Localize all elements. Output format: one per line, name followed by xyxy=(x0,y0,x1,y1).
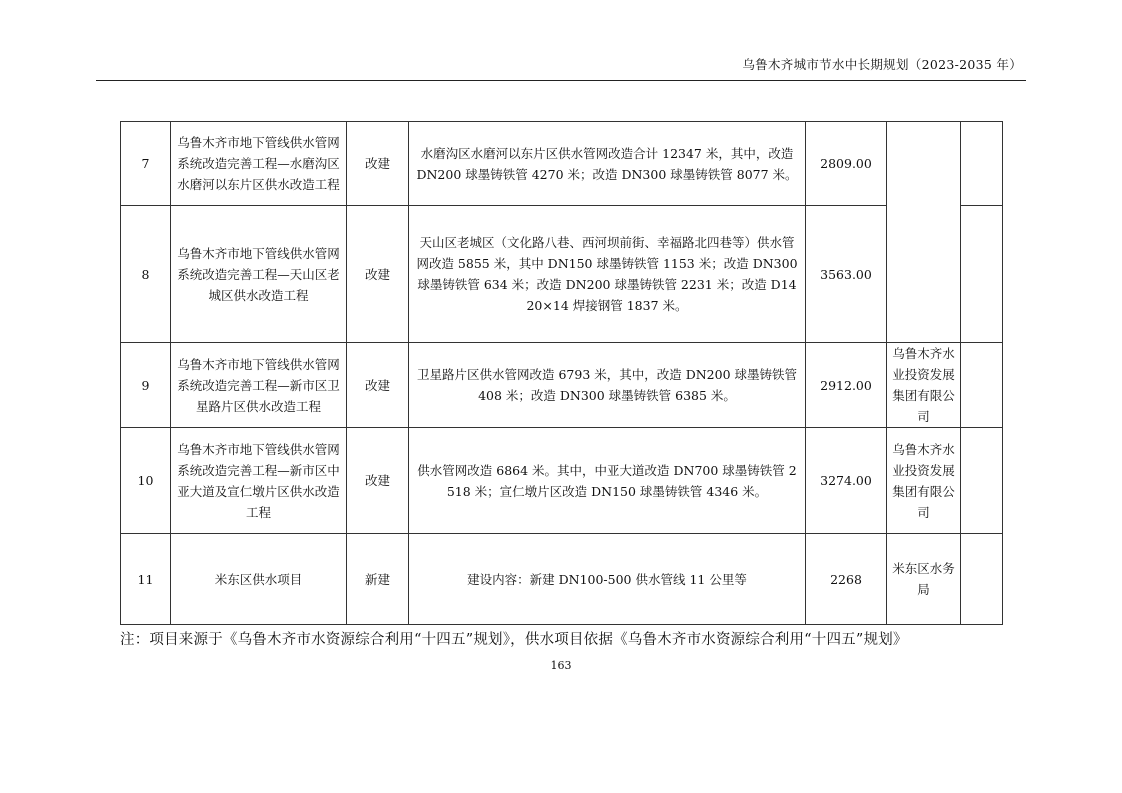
investment-amount: 2912.00 xyxy=(806,343,887,428)
remarks xyxy=(961,534,1003,625)
table-row xyxy=(121,122,1003,206)
project-name: 乌鲁木齐市地下管线供水管网系统改造完善工程—新市区卫星路片区供水改造工程 xyxy=(171,343,347,428)
project-name: 米东区供水项目 xyxy=(171,534,347,625)
page-number: 163 xyxy=(550,659,572,672)
responsible-unit xyxy=(887,122,961,343)
row-number: 9 xyxy=(121,343,171,428)
project-description: 供水管网改造 6864 米。其中，中亚大道改造 DN700 球墨铸铁管 2518 米；宣仁墩片区改造 DN150 球墨铸铁管 4346 米。 xyxy=(409,428,806,534)
investment-amount: 3563.00 xyxy=(806,206,887,343)
header-divider xyxy=(96,80,1026,81)
remarks xyxy=(961,343,1003,428)
row-number: 11 xyxy=(121,534,171,625)
construction-type: 改建 xyxy=(347,428,409,534)
remarks xyxy=(961,206,1003,343)
project-description: 水磨沟区水磨河以东片区供水管网改造合计 12347 米，其中，改造 DN200 球墨铸铁管 4270 米；改造 DN300 球墨铸铁管 8077 米。 xyxy=(409,122,806,206)
investment-amount: 3274.00 xyxy=(806,428,887,534)
remarks xyxy=(961,122,1003,206)
project-description: 建设内容：新建 DN100-500 供水管线 11 公里等 xyxy=(409,534,806,625)
project-table xyxy=(120,121,1003,625)
investment-amount: 2809.00 xyxy=(806,122,887,206)
table-row xyxy=(121,343,1003,428)
project-description: 卫星路片区供水管网改造 6793 米，其中，改造 DN200 球墨铸铁管 408 米；改造 DN300 球墨铸铁管 6385 米。 xyxy=(409,343,806,428)
responsible-unit: 米东区水务局 xyxy=(887,534,961,625)
project-description: 天山区老城区（文化路八巷、西河坝前街、幸福路北四巷等）供水管网改造 5855 米，其中 DN150 球墨铸铁管 1153 米；改造 DN300 球墨铸铁管 634 米；改造 DN200 球墨铸铁管 2231 米；改造 D1420×14 焊接钢管 1837 米。 xyxy=(409,206,806,343)
row-number: 10 xyxy=(121,428,171,534)
table-row xyxy=(121,428,1003,534)
construction-type: 改建 xyxy=(347,122,409,206)
table-footnote: 注：项目来源于《乌鲁木齐市水资源综合利用“十四五”规划》，供水项目依据《乌鲁木齐市水资源综合利用“十四五”规划》 xyxy=(120,632,908,648)
table-row xyxy=(121,534,1003,625)
responsible-unit: 乌鲁木齐水业投资发展集团有限公司 xyxy=(887,343,961,428)
row-number: 8 xyxy=(121,206,171,343)
table-row xyxy=(121,206,1003,343)
construction-type: 新建 xyxy=(347,534,409,625)
responsible-unit: 乌鲁木齐水业投资发展集团有限公司 xyxy=(887,428,961,534)
project-name: 乌鲁木齐市地下管线供水管网系统改造完善工程—水磨沟区水磨河以东片区供水改造工程 xyxy=(171,122,347,206)
page-header-title: 乌鲁木齐城市节水中长期规划（2023-2035 年） xyxy=(742,57,1022,72)
project-name: 乌鲁木齐市地下管线供水管网系统改造完善工程—新市区中亚大道及宣仁墩片区供水改造工程 xyxy=(171,428,347,534)
investment-amount: 2268 xyxy=(806,534,887,625)
project-name: 乌鲁木齐市地下管线供水管网系统改造完善工程—天山区老城区供水改造工程 xyxy=(171,206,347,343)
construction-type: 改建 xyxy=(347,206,409,343)
row-number: 7 xyxy=(121,122,171,206)
remarks xyxy=(961,428,1003,534)
construction-type: 改建 xyxy=(347,343,409,428)
